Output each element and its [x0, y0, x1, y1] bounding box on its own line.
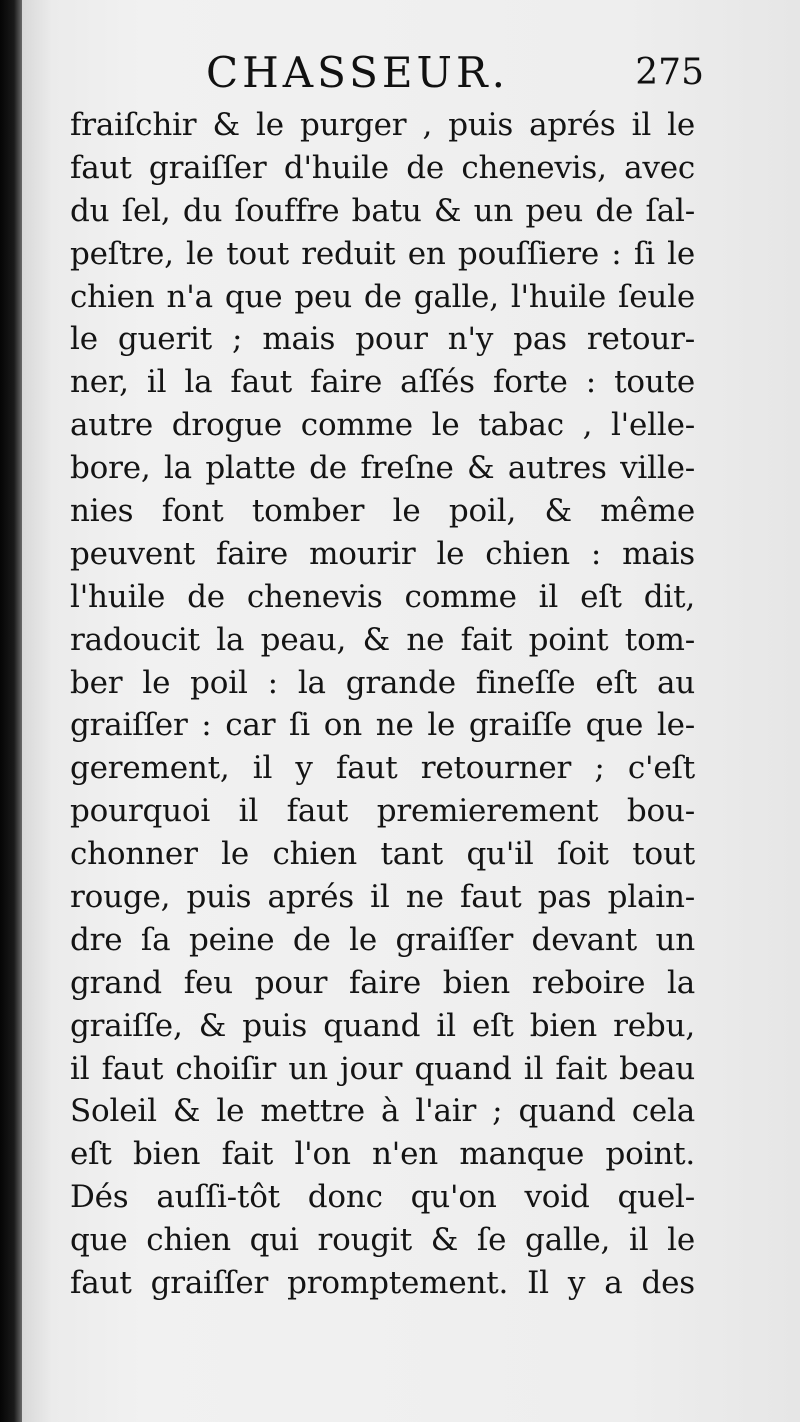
body-text — [70, 104, 695, 1305]
page-number: 275 — [635, 52, 704, 93]
text-line: peuvent faire mourir le chien : mais — [70, 535, 695, 572]
text-line: graiſſer : car ſi on ne le graiſſe que le- — [70, 707, 695, 744]
text-line: Dés auſſi-tôt donc qu'on void quel- — [70, 1179, 695, 1216]
text-line: ber le poil : la grande fineſſe eſt au — [70, 664, 695, 701]
text-line: ner, il la faut faire aſſés forte : toute — [70, 364, 695, 401]
binding-shadow — [0, 0, 24, 1422]
page-header — [60, 48, 720, 108]
text-line: faut graiſſer d'huile de chenevis, avec — [70, 149, 695, 186]
text-line: nies font tomber le poil, & même — [70, 493, 695, 530]
text-line: rouge, puis aprés il ne faut pas plain- — [70, 879, 695, 916]
text-line: que chien qui rougit & ſe galle, il le — [70, 1222, 695, 1259]
text-line: Soleil & le mettre à l'air ; quand cela — [70, 1093, 695, 1130]
text-line: peſtre, le tout reduit en pouſſiere : ſi le — [70, 235, 695, 272]
text-line: dre ſa peine de le graiſſer devant un — [70, 921, 695, 958]
text-line: graiſſe, & puis quand il eſt bien rebu, — [70, 1007, 695, 1044]
text-line: grand feu pour faire bien reboire la — [70, 964, 695, 1001]
text-line: autre drogue comme le tabac , l'elle- — [70, 407, 695, 444]
text-line: chonner le chien tant qu'il ſoit tout — [70, 836, 695, 873]
text-line: radoucit la peau, & ne fait point tom- — [70, 621, 695, 658]
text-line: bore, la platte de freſne & autres ville- — [70, 450, 695, 487]
text-line: il faut choiſir un jour quand il fait beau — [70, 1050, 695, 1087]
text-line: du ſel, du ſouffre batu & un peu de ſal- — [70, 192, 695, 229]
text-line: eſt bien fait l'on n'en manque point. — [70, 1136, 695, 1173]
running-title: CHASSEUR. — [206, 48, 509, 97]
text-line: le guerit ; mais pour n'y pas retour- — [70, 321, 695, 358]
text-line: l'huile de chenevis comme il eſt dit, — [70, 578, 695, 615]
text-line: pourquoi il faut premierement bou- — [70, 793, 695, 830]
text-line: fraiſchir & le purger , puis aprés il le — [70, 107, 695, 143]
text-line: gerement, il y faut retourner ; c'eſt — [70, 750, 695, 787]
text-line: chien n'a que peu de galle, l'huile ſeule — [70, 278, 695, 315]
text-line: faut graiſſer promptement. Il y a des — [70, 1265, 695, 1302]
